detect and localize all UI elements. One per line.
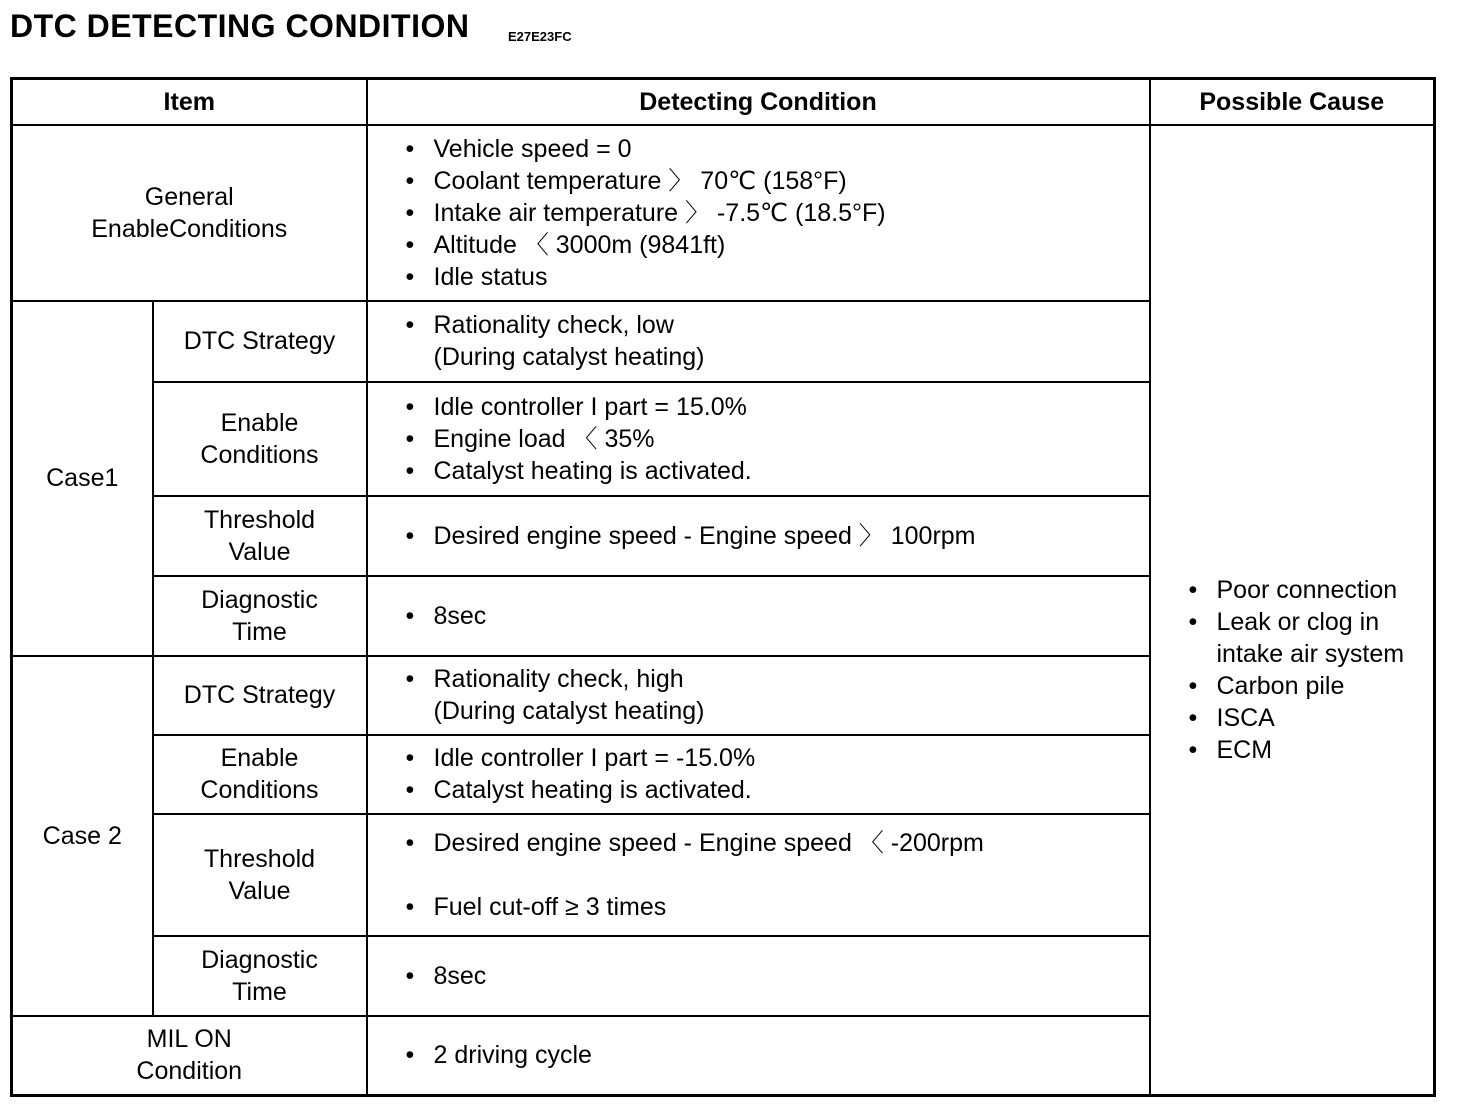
list-item: • Altitude 〈 3000m (9841ft) (406, 229, 1141, 261)
general-conditions (367, 125, 1150, 301)
mil-condition (367, 1016, 1150, 1096)
case1-label: Case1 (12, 301, 153, 656)
case2-threshold-label: Threshold Value (153, 814, 367, 936)
header-item: Item (12, 79, 367, 125)
list-item: • Rationality check, low (During catalyst heating) (406, 309, 1141, 373)
cause-item: • ISCA (1189, 702, 1426, 734)
list-item: • Rationality check, high (During catalyst heating) (406, 663, 1141, 727)
dtc-condition-table (10, 77, 1436, 1097)
list-item: • Idle controller I part = 15.0% (406, 391, 1141, 423)
document-code: E27E23FC (508, 29, 572, 44)
header-detecting-condition: Detecting Condition (367, 79, 1150, 125)
list-item: • Catalyst heating is activated. (406, 774, 1141, 806)
case2-threshold (367, 814, 1150, 936)
list-item: • Engine load 〈 35% (406, 423, 1141, 455)
list-item: • Catalyst heating is activated. (406, 455, 1141, 487)
general-row (12, 125, 1435, 301)
list-item: • Vehicle speed = 0 (406, 133, 1141, 165)
header-row (12, 79, 1435, 125)
case2-strategy-label: DTC Strategy (153, 656, 367, 735)
case2-diag-label: Diagnostic Time (153, 936, 367, 1016)
possible-cause-cell (1150, 125, 1435, 1096)
list-item: • Idle status (406, 261, 1141, 293)
header-possible-cause: Possible Cause (1150, 79, 1435, 125)
page-title: DTC DETECTING CONDITION (10, 8, 470, 44)
cause-item: • Carbon pile (1189, 670, 1426, 702)
case1-threshold-label: Threshold Value (153, 496, 367, 576)
case2-label: Case 2 (12, 656, 153, 1016)
general-label: General EnableConditions (12, 125, 367, 301)
list-item: • Desired engine speed - Engine speed 〈 -200rpm (406, 827, 1141, 859)
case2-strategy (367, 656, 1150, 735)
cause-item: • Poor connection (1189, 574, 1426, 606)
list-item: • 2 driving cycle (406, 1039, 1141, 1071)
list-item: • Idle controller I part = -15.0% (406, 742, 1141, 774)
case1-threshold (367, 496, 1150, 576)
list-item: • 8sec (406, 600, 1141, 632)
list-item: • Fuel cut-off ≥ 3 times (406, 891, 1141, 923)
case1-enable-conditions (367, 382, 1150, 496)
list-item: • Desired engine speed - Engine speed 〉 100rpm (406, 520, 1141, 552)
list-item: • Coolant temperature 〉 70℃ (158°F) (406, 165, 1141, 197)
list-item: • Intake air temperature 〉 -7.5℃ (18.5°F) (406, 197, 1141, 229)
case1-enable-label: Enable Conditions (153, 382, 367, 496)
case2-enable-label: Enable Conditions (153, 735, 367, 814)
cause-item: • Leak or clog in intake air system (1189, 606, 1426, 670)
cause-item: • ECM (1189, 734, 1426, 766)
case1-strategy (367, 301, 1150, 382)
case1-strategy-label: DTC Strategy (153, 301, 367, 382)
list-item: • 8sec (406, 960, 1141, 992)
mil-label: MIL ON Condition (12, 1016, 367, 1096)
case1-diag-label: Diagnostic Time (153, 576, 367, 656)
case2-enable-conditions (367, 735, 1150, 814)
case1-diag-time (367, 576, 1150, 656)
case2-diag-time (367, 936, 1150, 1016)
